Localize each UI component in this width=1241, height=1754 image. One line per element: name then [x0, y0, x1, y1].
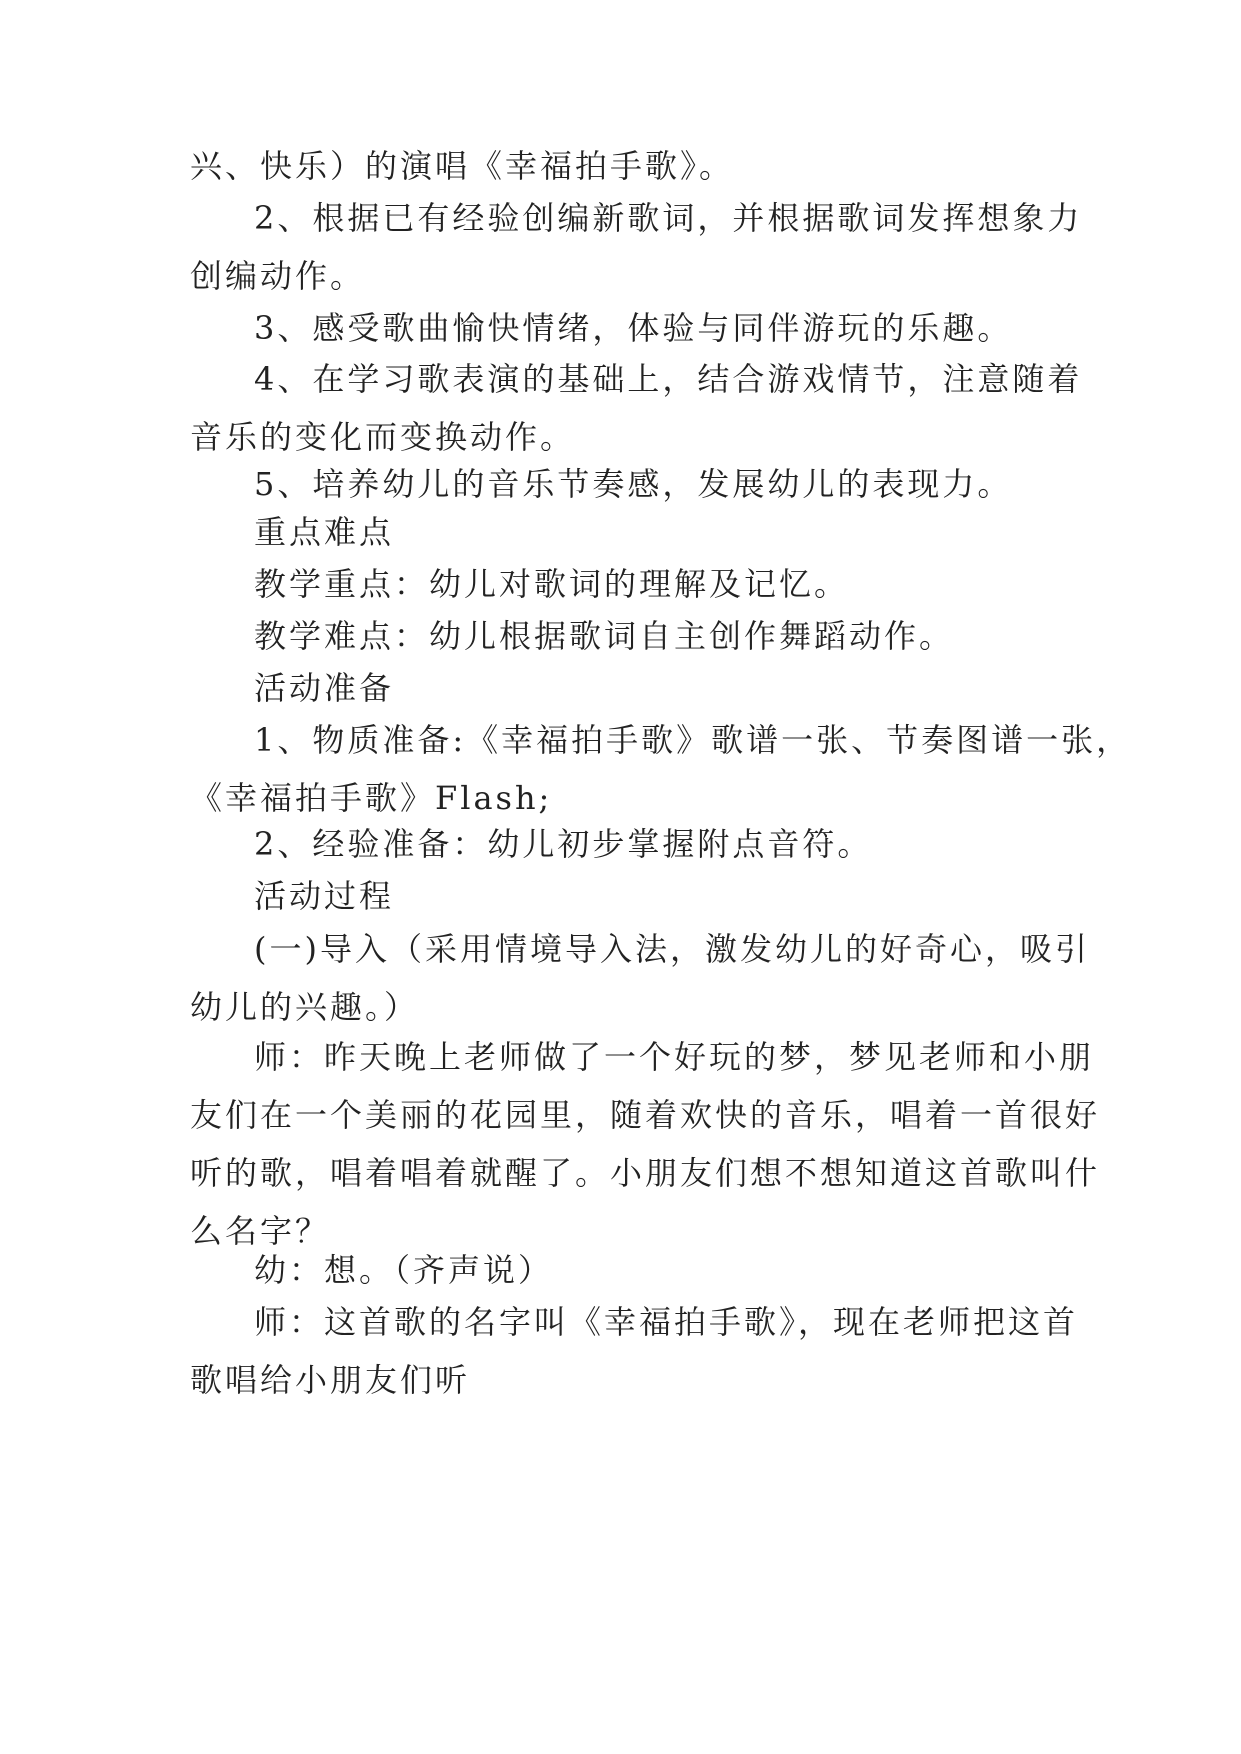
paragraph-teaching-focus: [190, 555, 1050, 613]
text-line: 幼儿的兴趣。）: [190, 988, 420, 1026]
paragraph-introduction: [190, 920, 1090, 1036]
paragraph-objective-1-end: [190, 137, 1050, 195]
paragraph-teaching-difficulty: [190, 607, 1050, 665]
text-line: 教学重点：幼儿对歌词的理解及记忆。: [254, 565, 850, 603]
text-line: 听的歌，唱着唱着就醒了。小朋友们想不想知道这首歌叫什: [190, 1154, 1101, 1192]
text-line: 5、培养幼儿的音乐节奏感，发展幼儿的表现力。: [254, 465, 1013, 503]
paragraph-teacher-song-name: [190, 1293, 1079, 1409]
text-line: 么名字？: [190, 1212, 331, 1250]
text-line: 活动过程: [254, 877, 395, 915]
text-line: 友们在一个美丽的花园里，随着欢快的音乐，唱着一首很好: [190, 1096, 1101, 1134]
paragraph-teacher-dream: [190, 1028, 1101, 1260]
text-line: 4、在学习歌表演的基础上，结合游戏情节，注意随着: [254, 360, 1083, 398]
paragraph-experience-preparation: [190, 815, 1050, 873]
text-line: 师：这首歌的名字叫《幸福拍手歌》，现在老师把这首: [254, 1303, 1079, 1341]
text-line: 教学难点：幼儿根据歌词自主创作舞蹈动作。: [254, 617, 955, 655]
text-line: 《幸福拍手歌》Flash;: [190, 779, 553, 817]
paragraph-objective-2: [190, 189, 1083, 305]
text-line: 1、物质准备:《幸福拍手歌》歌谱一张、节奏图谱一张，: [254, 721, 1132, 759]
text-line: 3、感受歌曲愉快情绪，体验与同伴游玩的乐趣。: [254, 309, 1013, 347]
text-line: 创编动作。: [190, 257, 366, 295]
text-line: 音乐的变化而变换动作。: [190, 418, 576, 456]
paragraph-objective-4: [190, 350, 1083, 466]
text-line: 2、根据已有经验创编新歌词，并根据歌词发挥想象力: [254, 199, 1083, 237]
text-line: 重点难点: [254, 513, 395, 551]
paragraph-objective-3: [190, 299, 1050, 357]
section-heading-preparation: [190, 659, 1050, 717]
section-heading-key-points: [190, 503, 1050, 561]
paragraph-material-preparation: [190, 711, 1132, 827]
text-line: 歌唱给小朋友们听: [190, 1361, 471, 1399]
section-heading-process: [190, 867, 1050, 925]
text-line: 兴、快乐）的演唱《幸福拍手歌》。: [190, 147, 735, 185]
text-line: 活动准备: [254, 669, 395, 707]
text-line: (一)导入（采用情境导入法，激发幼儿的好奇心，吸引: [254, 930, 1090, 968]
text-line: 幼：想。（齐声说）: [254, 1251, 554, 1289]
text-line: 师：昨天晚上老师做了一个好玩的梦，梦见老师和小朋: [254, 1038, 1095, 1076]
paragraph-children-reply: [190, 1241, 1050, 1299]
text-line: 2、经验准备：幼儿初步掌握附点音符。: [254, 825, 873, 863]
